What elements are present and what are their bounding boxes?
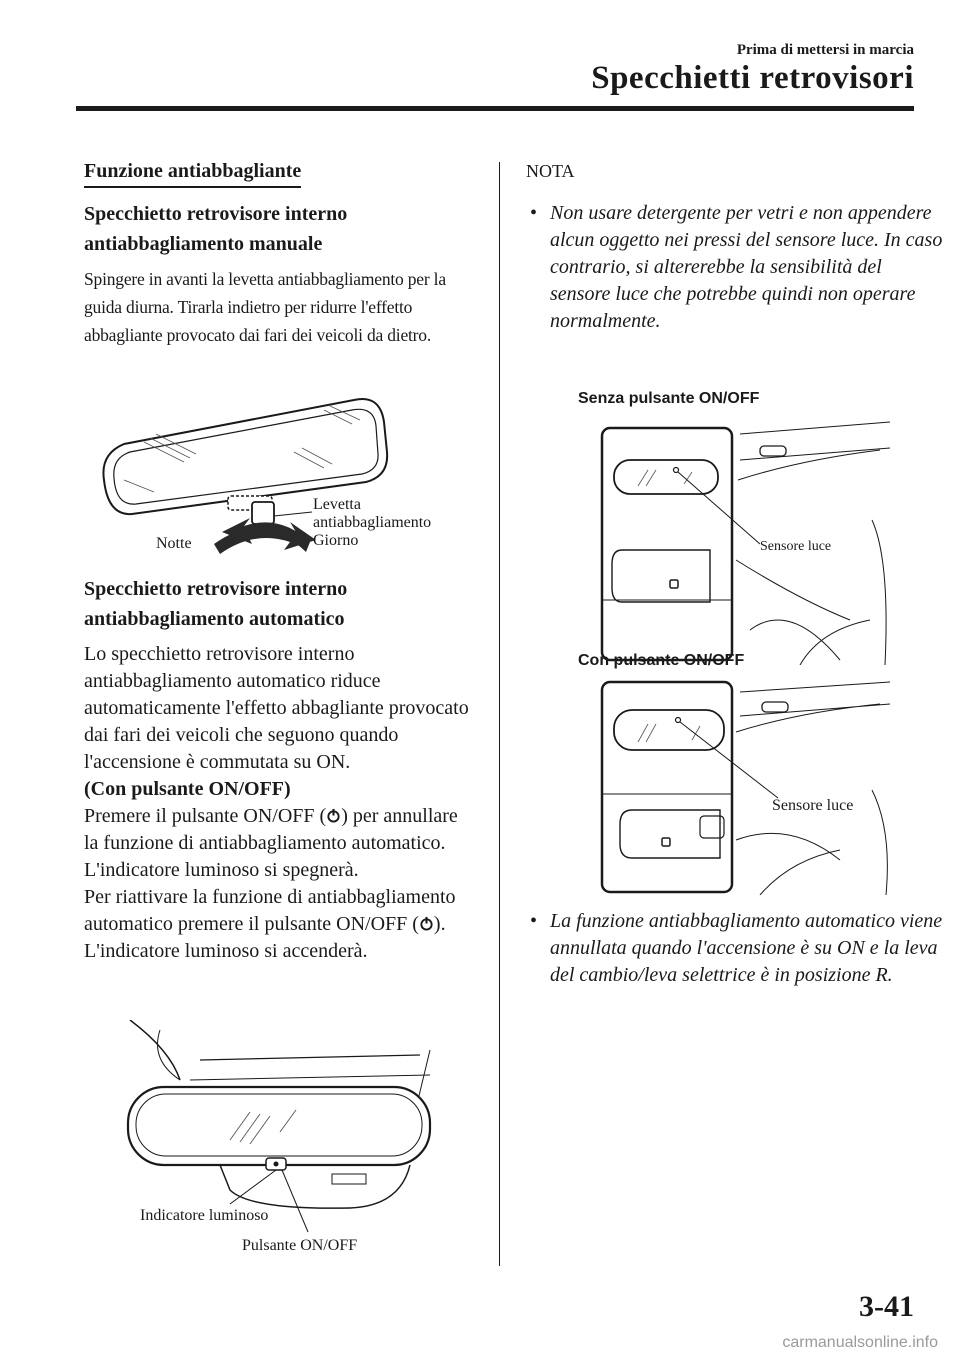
page-title: Specchietti retrovisori: [591, 60, 914, 96]
with-button-heading: (Con pulsante ON/OFF): [84, 778, 291, 800]
note-heading: NOTA: [526, 161, 575, 181]
chapter-heading: Prima di mettersi in marcia: [736, 42, 914, 58]
section-title: Funzione antiabbagliante: [84, 160, 301, 188]
power-icon: [419, 916, 434, 931]
enable-instructions: Per riattivare la funzione di antiabbagliamento automatico premere il pulsante ON/OFF ( ). L'indicatore luminoso si accenderà.: [84, 886, 456, 962]
bullet-dot: •: [530, 910, 538, 932]
caption-with-button: Con pulsante ON/OFF: [578, 652, 745, 669]
indicator-label: Indicatore luminoso: [140, 1207, 269, 1224]
onoff-button-label: Pulsante ON/OFF: [242, 1237, 358, 1254]
light-sensor-label-a: Sensore luce: [760, 539, 832, 554]
day-label: Giorno: [313, 532, 359, 549]
power-icon: [326, 808, 341, 823]
sensor-with-button-illustration: [600, 680, 890, 895]
page-number: 3-41: [859, 1290, 914, 1323]
subheading-manual-mirror: Specchietto retrovisore interno antiabbagliamento manuale: [84, 203, 348, 255]
header-rule: [76, 106, 914, 111]
watermark-url: carmanualsonline.info: [782, 1334, 938, 1351]
sensor-without-button-illustration: [600, 420, 890, 665]
note-bullet-1: • Non usare detergente per vetri e non appendere alcun oggetto nei pressi del sensore luce. In caso contrario, si altererebbe la sensibilità del sensore luce che potrebbe quindi non operare normalmente.: [530, 202, 943, 332]
subheading-auto-mirror: Specchietto retrovisore interno antiabbagliamento automatico: [84, 578, 348, 630]
manual-mirror-illustration: [84, 392, 484, 567]
auto-mirror-description: Lo specchietto retrovisore interno antiabbagliamento automatico riduce automaticamente l'effetto abbagliante provocato dai fari dei veicoli che seguono quando l'accensione è commutata su ON.: [84, 643, 469, 773]
night-label: Notte: [156, 535, 192, 552]
paragraph-auto-mirror: [84, 641, 474, 965]
note-bullet-2: • La funzione antiabbagliamento automatico viene annullata quando l'accensione è su ON e la leva del cambio/leva selettrice è in posizione R.: [530, 910, 943, 986]
disable-instructions: Premere il pulsante ON/OFF ( ) per annullare la funzione di antiabbagliamento automatico. L'indicatore luminoso si spegnerà.: [84, 805, 458, 881]
column-divider: [499, 162, 500, 1266]
auto-mirror-illustration: [100, 1020, 470, 1270]
light-sensor-label-b: Sensore luce: [772, 797, 854, 814]
lever-label-line2: antiabbagliamento: [313, 514, 432, 531]
lever-label-line1: Levetta: [313, 496, 361, 513]
caption-without-button: Senza pulsante ON/OFF: [578, 390, 760, 407]
bullet-dot: •: [530, 202, 538, 224]
paragraph-manual-mirror: Spingere in avanti la levetta antiabbagliamento per la guida diurna. Tirarla indietro per ridurre l'effetto abbagliante provocato dai fari dei veicoli da dietro.: [84, 269, 446, 345]
